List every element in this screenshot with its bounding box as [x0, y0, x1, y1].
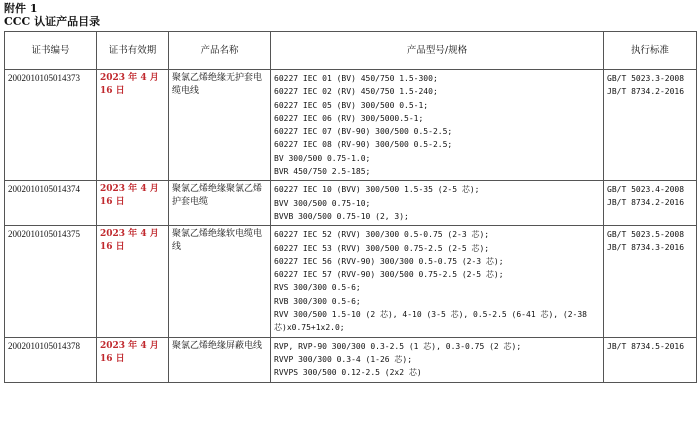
table-row [5, 181, 697, 226]
header-cert-no: 证书编号 [5, 32, 97, 70]
product-name-cell: 聚氯乙烯绝缘聚氯乙烯护套电缆 [169, 181, 271, 226]
standard-line: GB/T 5023.4-2008 [607, 185, 685, 195]
model-spec-line: BVR 450/750 2.5-185; [274, 167, 371, 177]
model-spec-line: 60227 IEC 01 (BV) 450/750 1.5-300; [274, 74, 438, 83]
header-product-name: 产品名称 [169, 32, 271, 70]
product-name-cell: 聚氯乙烯绝缘无护套电缆电线 [169, 70, 271, 181]
standard-cell [604, 226, 697, 337]
model-spec-line: 60227 IEC 08 (RV-90) 300/500 0.5-2.5; [274, 140, 453, 150]
model-spec-line: 60227 IEC 07 (BV-90) 300/500 0.5-2.5; [274, 127, 453, 137]
catalog-title: CCC 认证产品目录 [4, 15, 101, 28]
model-spec-line: RVVPS 300/500 0.12-2.5 (2x2 芯) [274, 368, 422, 378]
model-spec-cell [271, 70, 604, 181]
standard-cell [604, 70, 697, 181]
model-spec-line: RVS 300/300 0.5-6; [274, 283, 361, 293]
model-spec-line: BVV 300/500 0.75-10; [274, 198, 371, 208]
model-spec-line: RVV 300/500 1.5-10 (2 芯), 4-10 (3-5 芯), 0.5-2.5 (6-41 芯), (2-38 芯)x0.75+1x2.0; [274, 310, 587, 333]
model-spec-cell [271, 337, 604, 382]
cert-number-cell: 2002010105014378 [5, 337, 97, 382]
document [4, 2, 696, 383]
table-row [5, 337, 697, 382]
model-spec-line: 60227 IEC 52 (RVV) 300/300 0.5-0.75 (2-3 芯); [274, 230, 490, 240]
cert-number-cell: 2002010105014373 [5, 70, 97, 181]
cert-number-cell: 2002010105014374 [5, 181, 97, 226]
model-spec-cell [271, 226, 604, 337]
model-spec-line: 60227 IEC 05 (BV) 300/500 0.5-1; [274, 100, 429, 110]
validity-date-cell: 2023 年 4 月 16 日 [97, 181, 169, 226]
model-spec-line: 60227 IEC 53 (RVV) 300/500 0.75-2.5 (2-5 芯); [274, 243, 490, 253]
model-spec-line: BV 300/500 0.75-1.0; [274, 153, 371, 163]
product-catalog-table [4, 31, 697, 383]
standard-cell [604, 337, 697, 382]
table-header-row [5, 32, 697, 70]
standard-line: JB/T 8734.2-2016 [607, 87, 685, 96]
table-row [5, 226, 697, 337]
standard-line: GB/T 5023.3-2008 [607, 74, 685, 83]
model-spec-line: 60227 IEC 10 (BVV) 300/500 1.5-35 (2-5 芯); [274, 185, 480, 195]
standard-line: JB/T 8734.3-2016 [607, 243, 685, 253]
table-row [5, 70, 697, 181]
validity-date-cell: 2023 年 4 月 16 日 [97, 337, 169, 382]
standard-line: GB/T 5023.5-2008 [607, 230, 685, 240]
validity-date-cell: 2023 年 4 月 16 日 [97, 70, 169, 181]
model-spec-line: 60227 IEC 02 (RV) 450/750 1.5-240; [274, 87, 438, 97]
header-standard: 执行标准 [604, 32, 697, 70]
product-name-cell: 聚氯乙烯绝缘屏蔽电线 [169, 337, 271, 382]
model-spec-line: 60227 IEC 06 (RV) 300/5000.5-1; [274, 113, 424, 123]
standard-line: JB/T 8734.5-2016 [607, 341, 685, 351]
model-spec-line: RVVP 300/300 0.3-4 (1-26 芯); [274, 354, 413, 364]
model-spec-line: 60227 IEC 56 (RVV-90) 300/300 0.5-0.75 (2-3 芯); [274, 256, 504, 266]
product-name-cell: 聚氯乙烯绝缘软电缆电线 [169, 226, 271, 337]
model-spec-line: 60227 IEC 57 (RVV-90) 300/500 0.75-2.5 (2-5 芯); [274, 270, 504, 280]
header-validity: 证书有效期 [97, 32, 169, 70]
model-spec-line: BVVB 300/500 0.75-10 (2, 3); [274, 211, 409, 221]
model-spec-line: RVP, RVP-90 300/300 0.3-2.5 (1 芯), 0.3-0.75 (2 芯); [274, 341, 522, 351]
model-spec-cell [271, 181, 604, 226]
header-model-spec: 产品型号/规格 [271, 32, 604, 70]
cert-number-cell: 2002010105014375 [5, 226, 97, 337]
standard-cell [604, 181, 697, 226]
validity-date-cell: 2023 年 4 月 16 日 [97, 226, 169, 337]
model-spec-line: RVB 300/300 0.5-6; [274, 296, 361, 306]
standard-line: JB/T 8734.2-2016 [607, 198, 685, 208]
attachment-label: 附件 1 [4, 2, 38, 15]
